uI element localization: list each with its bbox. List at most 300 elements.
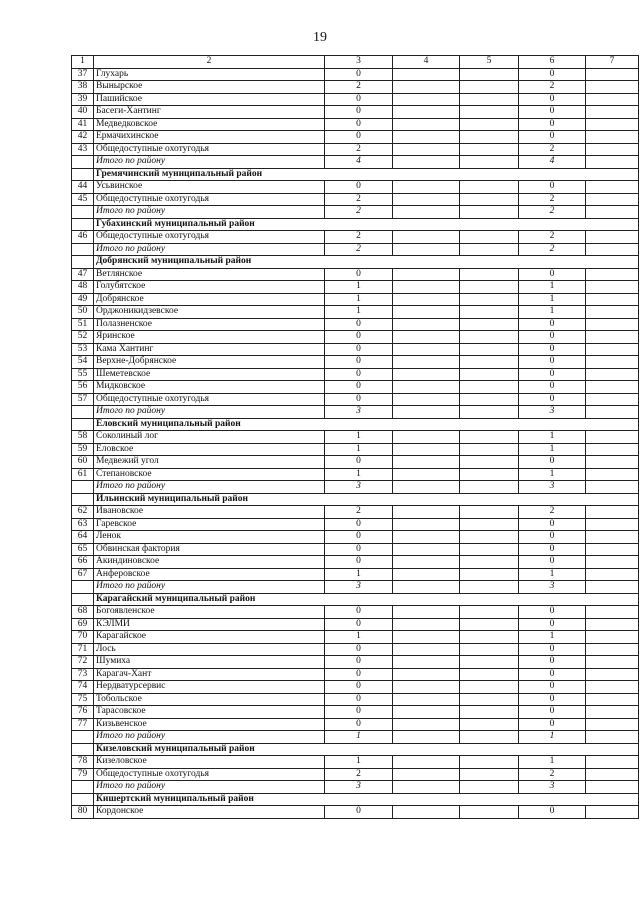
value-col4 — [393, 231, 460, 244]
table-row — [72, 118, 639, 131]
total-row — [72, 406, 639, 419]
value-col6: 1 — [519, 306, 586, 319]
value-col7 — [586, 706, 639, 719]
header-cell: 5 — [460, 56, 519, 69]
area-name: Карагайское — [94, 631, 325, 644]
total-row — [72, 206, 639, 219]
value-col6: 0 — [519, 681, 586, 694]
value-col6: 2 — [519, 81, 586, 94]
area-name: КЭЛМИ — [94, 618, 325, 631]
row-number: 40 — [72, 106, 94, 119]
row-number: 72 — [72, 656, 94, 669]
value-col4 — [393, 381, 460, 394]
value-col4 — [393, 643, 460, 656]
value-col5 — [460, 156, 519, 169]
header-cell: 3 — [325, 56, 393, 69]
value-col5 — [460, 268, 519, 281]
area-name: Итого по району — [94, 206, 325, 219]
area-name: Лось — [94, 643, 325, 656]
value-col7 — [586, 343, 639, 356]
value-col5 — [460, 556, 519, 569]
value-col3: 0 — [325, 268, 393, 281]
value-col6: 0 — [519, 368, 586, 381]
value-col7 — [586, 456, 639, 469]
value-col6: 3 — [519, 581, 586, 594]
value-col6: 0 — [519, 456, 586, 469]
value-col6: 3 — [519, 781, 586, 794]
table-row — [72, 531, 639, 544]
value-col3: 0 — [325, 393, 393, 406]
value-col6: 3 — [519, 481, 586, 494]
table-row — [72, 656, 639, 669]
value-col7 — [586, 143, 639, 156]
value-col5 — [460, 543, 519, 556]
value-col7 — [586, 306, 639, 319]
table-row — [72, 281, 639, 294]
table-row — [72, 93, 639, 106]
value-col7 — [586, 481, 639, 494]
value-col5 — [460, 768, 519, 781]
value-col4 — [393, 406, 460, 419]
area-name: Еловское — [94, 443, 325, 456]
value-col3: 0 — [325, 668, 393, 681]
value-col5 — [460, 693, 519, 706]
row-number: 77 — [72, 718, 94, 731]
value-col5 — [460, 806, 519, 819]
area-name: Итого по району — [94, 481, 325, 494]
value-col3: 0 — [325, 706, 393, 719]
value-col4 — [393, 81, 460, 94]
value-col4 — [393, 543, 460, 556]
total-row — [72, 581, 639, 594]
value-col6: 0 — [519, 531, 586, 544]
row-number: 66 — [72, 556, 94, 569]
area-name: Степановское — [94, 468, 325, 481]
value-col4 — [393, 143, 460, 156]
area-name: Нердватурсервис — [94, 681, 325, 694]
value-col3: 0 — [325, 618, 393, 631]
header-cell: 6 — [519, 56, 586, 69]
value-col6: 1 — [519, 468, 586, 481]
value-col7 — [586, 181, 639, 194]
value-col4 — [393, 668, 460, 681]
value-col4 — [393, 431, 460, 444]
value-col7 — [586, 606, 639, 619]
value-col4 — [393, 343, 460, 356]
area-name: Пашийское — [94, 93, 325, 106]
value-col5 — [460, 656, 519, 669]
value-col6: 0 — [519, 706, 586, 719]
area-name: Медведковское — [94, 118, 325, 131]
value-col5 — [460, 456, 519, 469]
value-col7 — [586, 81, 639, 94]
value-col4 — [393, 318, 460, 331]
value-col7 — [586, 393, 639, 406]
value-col5 — [460, 131, 519, 144]
value-col7 — [586, 668, 639, 681]
value-col5 — [460, 81, 519, 94]
area-name: Гаревское — [94, 518, 325, 531]
value-col3: 1 — [325, 468, 393, 481]
value-col3: 3 — [325, 781, 393, 794]
row-number: 64 — [72, 531, 94, 544]
table-row — [72, 556, 639, 569]
table-row — [72, 81, 639, 94]
value-col7 — [586, 243, 639, 256]
area-name: Кизьвенское — [94, 718, 325, 731]
area-name: Тобольское — [94, 693, 325, 706]
table-row — [72, 393, 639, 406]
value-col4 — [393, 93, 460, 106]
row-number: 63 — [72, 518, 94, 531]
value-col4 — [393, 206, 460, 219]
value-col5 — [460, 331, 519, 344]
value-col6: 0 — [519, 181, 586, 194]
section-title: Карагайский муниципальный район — [94, 593, 639, 606]
value-col4 — [393, 443, 460, 456]
value-col4 — [393, 268, 460, 281]
value-col7 — [586, 631, 639, 644]
area-name: Кизеловское — [94, 756, 325, 769]
value-col5 — [460, 106, 519, 119]
value-col3: 2 — [325, 768, 393, 781]
value-col6: 0 — [519, 606, 586, 619]
value-col4 — [393, 468, 460, 481]
value-col6: 0 — [519, 93, 586, 106]
area-name: Общедоступные охотугодья — [94, 393, 325, 406]
value-col3: 3 — [325, 406, 393, 419]
value-col7 — [586, 356, 639, 369]
row-number: 62 — [72, 506, 94, 519]
table-row — [72, 343, 639, 356]
value-col7 — [586, 268, 639, 281]
table-row — [72, 368, 639, 381]
area-name: Глухарь — [94, 68, 325, 81]
value-col5 — [460, 93, 519, 106]
table-row — [72, 693, 639, 706]
value-col3: 2 — [325, 231, 393, 244]
value-col3: 0 — [325, 656, 393, 669]
hunting-quota-table — [71, 55, 639, 819]
value-col6: 0 — [519, 268, 586, 281]
total-row — [72, 781, 639, 794]
row-number: 59 — [72, 443, 94, 456]
section-title: Гремячинский муниципальный район — [94, 168, 639, 181]
value-col5 — [460, 443, 519, 456]
value-col5 — [460, 568, 519, 581]
table-header-row — [72, 56, 639, 69]
area-name: Шумиха — [94, 656, 325, 669]
table-row — [72, 706, 639, 719]
row-number: 42 — [72, 131, 94, 144]
value-col4 — [393, 156, 460, 169]
value-col6: 0 — [519, 518, 586, 531]
value-col3: 0 — [325, 456, 393, 469]
value-col6: 2 — [519, 506, 586, 519]
value-col3: 2 — [325, 81, 393, 94]
value-col7 — [586, 431, 639, 444]
table-row — [72, 143, 639, 156]
value-col7 — [586, 531, 639, 544]
value-col7 — [586, 556, 639, 569]
value-col5 — [460, 606, 519, 619]
value-col3: 1 — [325, 443, 393, 456]
area-name: Верхне-Добрянское — [94, 356, 325, 369]
value-col6: 1 — [519, 293, 586, 306]
value-col5 — [460, 318, 519, 331]
value-col3: 0 — [325, 343, 393, 356]
row-number: 60 — [72, 456, 94, 469]
value-col6: 0 — [519, 643, 586, 656]
table-row — [72, 443, 639, 456]
value-col5 — [460, 706, 519, 719]
row-number: 80 — [72, 806, 94, 819]
value-col4 — [393, 756, 460, 769]
area-name: Обвинская фактория — [94, 543, 325, 556]
value-col7 — [586, 206, 639, 219]
row-number — [72, 481, 94, 494]
value-col4 — [393, 781, 460, 794]
table-row — [72, 193, 639, 206]
row-number: 49 — [72, 293, 94, 306]
table-row — [72, 356, 639, 369]
value-col6: 2 — [519, 193, 586, 206]
value-col4 — [393, 331, 460, 344]
header-cell: 7 — [586, 56, 639, 69]
area-name: Карагач-Хант — [94, 668, 325, 681]
area-name: Общедоступные охотугодья — [94, 193, 325, 206]
row-number: 75 — [72, 693, 94, 706]
area-name: Мидковское — [94, 381, 325, 394]
value-col5 — [460, 281, 519, 294]
area-name: Итого по району — [94, 781, 325, 794]
section-title: Кишертский муниципальный район — [94, 793, 639, 806]
row-number: 51 — [72, 318, 94, 331]
area-name: Басеги-Хантинг — [94, 106, 325, 119]
table-row — [72, 806, 639, 819]
row-number: 55 — [72, 368, 94, 381]
value-col4 — [393, 718, 460, 731]
table-row — [72, 431, 639, 444]
value-col5 — [460, 206, 519, 219]
area-name: Итого по району — [94, 243, 325, 256]
table-row — [72, 268, 639, 281]
value-col5 — [460, 631, 519, 644]
area-name: Общедоступные охотугодья — [94, 143, 325, 156]
table-row — [72, 456, 639, 469]
table-row — [72, 381, 639, 394]
value-col4 — [393, 581, 460, 594]
value-col6: 0 — [519, 318, 586, 331]
value-col4 — [393, 243, 460, 256]
value-col3: 0 — [325, 93, 393, 106]
value-col4 — [393, 618, 460, 631]
value-col4 — [393, 393, 460, 406]
value-col4 — [393, 281, 460, 294]
value-col7 — [586, 368, 639, 381]
empty-cell — [72, 168, 94, 181]
row-number: 73 — [72, 668, 94, 681]
value-col5 — [460, 718, 519, 731]
value-col7 — [586, 406, 639, 419]
row-number: 74 — [72, 681, 94, 694]
area-name: Акиндиновское — [94, 556, 325, 569]
total-row — [72, 243, 639, 256]
row-number: 47 — [72, 268, 94, 281]
row-number: 38 — [72, 81, 94, 94]
section-title: Кизеловский муниципальный район — [94, 743, 639, 756]
empty-cell — [72, 593, 94, 606]
value-col5 — [460, 193, 519, 206]
area-name: Общедоступные охотугодья — [94, 768, 325, 781]
value-col3: 0 — [325, 531, 393, 544]
table-row — [72, 568, 639, 581]
value-col6: 0 — [519, 331, 586, 344]
empty-cell — [72, 218, 94, 231]
value-col5 — [460, 481, 519, 494]
row-number: 68 — [72, 606, 94, 619]
value-col3: 0 — [325, 318, 393, 331]
value-col4 — [393, 631, 460, 644]
value-col3: 1 — [325, 281, 393, 294]
value-col6: 0 — [519, 356, 586, 369]
value-col7 — [586, 231, 639, 244]
value-col6: 1 — [519, 281, 586, 294]
row-number — [72, 731, 94, 744]
table-row — [72, 631, 639, 644]
value-col6: 1 — [519, 756, 586, 769]
value-col7 — [586, 331, 639, 344]
value-col4 — [393, 568, 460, 581]
value-col4 — [393, 106, 460, 119]
value-col6: 0 — [519, 393, 586, 406]
row-number: 57 — [72, 393, 94, 406]
value-col4 — [393, 693, 460, 706]
value-col3: 2 — [325, 243, 393, 256]
table-row — [72, 293, 639, 306]
value-col3: 0 — [325, 693, 393, 706]
area-name: Итого по району — [94, 731, 325, 744]
value-col5 — [460, 731, 519, 744]
value-col7 — [586, 581, 639, 594]
value-col4 — [393, 606, 460, 619]
value-col6: 1 — [519, 443, 586, 456]
value-col6: 4 — [519, 156, 586, 169]
value-col4 — [393, 181, 460, 194]
row-number: 69 — [72, 618, 94, 631]
row-number: 44 — [72, 181, 94, 194]
table-row — [72, 468, 639, 481]
area-name: Орджоникидзевское — [94, 306, 325, 319]
value-col3: 0 — [325, 106, 393, 119]
value-col7 — [586, 693, 639, 706]
row-number: 71 — [72, 643, 94, 656]
area-name: Полазненское — [94, 318, 325, 331]
section-header-row — [72, 168, 639, 181]
value-col4 — [393, 806, 460, 819]
value-col7 — [586, 106, 639, 119]
value-col4 — [393, 368, 460, 381]
area-name: Шеметевское — [94, 368, 325, 381]
total-row — [72, 731, 639, 744]
value-col6: 0 — [519, 106, 586, 119]
row-number: 52 — [72, 331, 94, 344]
empty-cell — [72, 493, 94, 506]
value-col5 — [460, 368, 519, 381]
value-col7 — [586, 681, 639, 694]
table-row — [72, 68, 639, 81]
value-col3: 0 — [325, 681, 393, 694]
value-col5 — [460, 243, 519, 256]
value-col3: 2 — [325, 143, 393, 156]
value-col7 — [586, 543, 639, 556]
value-col3: 1 — [325, 631, 393, 644]
value-col7 — [586, 781, 639, 794]
value-col6: 1 — [519, 731, 586, 744]
table-row — [72, 131, 639, 144]
table-row — [72, 543, 639, 556]
value-col7 — [586, 618, 639, 631]
value-col3: 0 — [325, 118, 393, 131]
value-col3: 2 — [325, 206, 393, 219]
value-col3: 0 — [325, 718, 393, 731]
area-name: Кама Хантинг — [94, 343, 325, 356]
row-number — [72, 206, 94, 219]
value-col3: 2 — [325, 193, 393, 206]
value-col5 — [460, 381, 519, 394]
value-col3: 1 — [325, 756, 393, 769]
table-row — [72, 768, 639, 781]
empty-cell — [72, 256, 94, 269]
table-row — [72, 318, 639, 331]
value-col4 — [393, 706, 460, 719]
value-col6: 0 — [519, 343, 586, 356]
value-col5 — [460, 756, 519, 769]
value-col5 — [460, 68, 519, 81]
total-row — [72, 156, 639, 169]
table-row — [72, 681, 639, 694]
value-col6: 0 — [519, 656, 586, 669]
value-col7 — [586, 156, 639, 169]
row-number: 41 — [72, 118, 94, 131]
value-col3: 1 — [325, 731, 393, 744]
value-col3: 0 — [325, 381, 393, 394]
value-col3: 0 — [325, 643, 393, 656]
value-col3: 0 — [325, 68, 393, 81]
value-col3: 0 — [325, 606, 393, 619]
value-col3: 1 — [325, 568, 393, 581]
section-title: Ильинский муниципальный район — [94, 493, 639, 506]
value-col3: 0 — [325, 368, 393, 381]
row-number: 78 — [72, 756, 94, 769]
value-col3: 1 — [325, 306, 393, 319]
area-name: Итого по району — [94, 156, 325, 169]
row-number: 45 — [72, 193, 94, 206]
area-name: Медвежий угол — [94, 456, 325, 469]
value-col5 — [460, 293, 519, 306]
value-col7 — [586, 381, 639, 394]
value-col4 — [393, 656, 460, 669]
area-name: Итого по району — [94, 406, 325, 419]
value-col5 — [460, 143, 519, 156]
empty-cell — [72, 418, 94, 431]
value-col5 — [460, 393, 519, 406]
table-row — [72, 643, 639, 656]
row-number — [72, 156, 94, 169]
area-name: Соколиный лог — [94, 431, 325, 444]
value-col6: 2 — [519, 243, 586, 256]
value-col4 — [393, 456, 460, 469]
